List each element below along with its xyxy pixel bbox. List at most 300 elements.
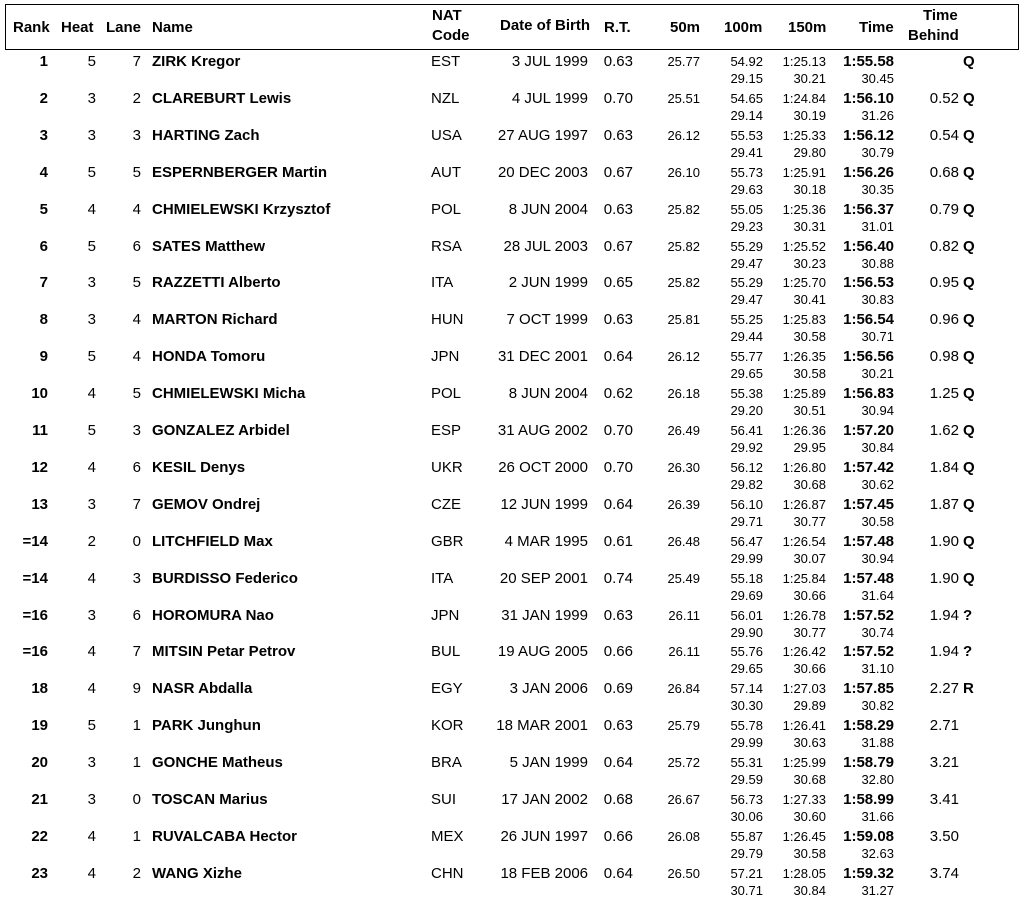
split-100m: 55.38 [730, 386, 763, 401]
split-100m: 56.10 [730, 497, 763, 512]
final-time: 1:57.48 [843, 533, 894, 550]
lap-100m: 29.15 [730, 71, 763, 86]
rank-cell: 23 [31, 865, 48, 882]
split-100m: 56.41 [730, 423, 763, 438]
split-50m: 25.82 [667, 202, 700, 217]
time-behind: 1.84 [929, 459, 959, 476]
split-150m: 1:26.54 [782, 534, 826, 549]
rank-cell: 12 [31, 459, 48, 476]
swimmer-name: NASR Abdalla [152, 680, 253, 697]
date-of-birth: 8 JUN 2004 [508, 385, 588, 402]
qualification-mark: R [963, 680, 974, 697]
final-time: 1:57.45 [843, 496, 894, 513]
swimmer-name: WANG Xizhe [152, 865, 243, 882]
final-time: 1:59.32 [843, 865, 894, 882]
header-rt: R.T. [604, 19, 631, 36]
qualification-mark: Q [963, 311, 975, 328]
date-of-birth: 26 OCT 2000 [498, 459, 588, 476]
lap-150m: 30.21 [793, 71, 826, 86]
rank-cell: 11 [32, 422, 48, 439]
split-100m: 55.25 [730, 312, 763, 327]
nat-code: KOR [431, 717, 464, 734]
qualification-mark: ? [963, 607, 973, 624]
split-50m: 25.79 [667, 718, 700, 733]
split-100m: 55.05 [730, 202, 763, 217]
heat-cell: 4 [87, 643, 96, 660]
lane-cell: 7 [132, 496, 141, 513]
table-row [0, 419, 1024, 456]
date-of-birth: 26 JUN 1997 [500, 828, 588, 845]
final-time: 1:57.52 [843, 643, 894, 660]
split-50m: 26.11 [668, 608, 700, 623]
swimmer-name: ESPERNBERGER Martin [152, 164, 328, 181]
date-of-birth: 8 JUN 2004 [508, 201, 588, 218]
reaction-time: 0.74 [603, 570, 633, 587]
rank-cell: 4 [39, 164, 48, 181]
lane-cell: 9 [132, 680, 141, 697]
lap-100m: 29.47 [730, 256, 763, 271]
nat-code: JPN [431, 348, 460, 365]
heat-cell: 5 [87, 53, 96, 70]
final-time: 1:57.52 [843, 607, 894, 624]
final-time: 1:56.37 [843, 201, 894, 218]
nat-code: SUI [431, 791, 457, 808]
lap-150m: 30.77 [793, 625, 826, 640]
reaction-time: 0.70 [603, 422, 633, 439]
split-100m: 54.92 [730, 54, 763, 69]
nat-code: JPN [431, 607, 460, 624]
rank-cell: =16 [22, 643, 48, 660]
qualification-mark: Q [963, 385, 975, 402]
lane-cell: 7 [132, 643, 141, 660]
table-row [0, 456, 1024, 493]
lap-final: 32.63 [861, 846, 894, 861]
date-of-birth: 4 JUL 1999 [511, 90, 588, 107]
lap-final: 30.82 [861, 698, 894, 713]
lane-cell: 2 [132, 90, 141, 107]
swimmer-name: GONZALEZ Arbidel [152, 422, 290, 439]
header-lane: Lane [106, 19, 142, 36]
swimmer-name: PARK Junghun [152, 717, 261, 734]
header-behind-line1: Time [923, 7, 958, 24]
lap-150m: 30.58 [793, 366, 826, 381]
split-150m: 1:24.84 [782, 91, 826, 106]
swimmer-name: GEMOV Ondrej [152, 496, 261, 513]
rank-cell: 13 [31, 496, 48, 513]
lap-150m: 30.66 [793, 661, 826, 676]
qualification-mark: Q [963, 238, 975, 255]
final-time: 1:57.48 [843, 570, 894, 587]
lap-final: 30.79 [861, 145, 894, 160]
split-50m: 25.51 [667, 91, 700, 106]
heat-cell: 5 [87, 238, 96, 255]
reaction-time: 0.68 [603, 791, 633, 808]
split-50m: 25.81 [667, 312, 700, 327]
heat-cell: 3 [87, 127, 96, 144]
reaction-time: 0.66 [603, 643, 633, 660]
split-150m: 1:25.99 [782, 755, 826, 770]
final-time: 1:58.29 [843, 717, 894, 734]
heat-cell: 3 [87, 90, 96, 107]
lap-100m: 29.82 [730, 477, 763, 492]
heat-cell: 4 [87, 385, 96, 402]
heat-cell: 5 [87, 422, 96, 439]
reaction-time: 0.63 [603, 201, 633, 218]
date-of-birth: 18 FEB 2006 [500, 865, 588, 882]
lap-150m: 30.18 [793, 182, 826, 197]
lane-cell: 4 [132, 201, 141, 218]
split-50m: 26.11 [668, 644, 700, 659]
lap-final: 32.80 [861, 772, 894, 787]
reaction-time: 0.67 [603, 238, 633, 255]
time-behind: 1.87 [929, 496, 959, 513]
nat-code: CHN [431, 865, 464, 882]
lap-100m: 29.99 [730, 735, 763, 750]
swimmer-name: CHMIELEWSKI Krzysztof [152, 201, 331, 218]
date-of-birth: 27 AUG 1997 [497, 127, 588, 144]
reaction-time: 0.64 [603, 348, 633, 365]
time-behind: 1.25 [929, 385, 959, 402]
time-behind: 1.90 [929, 533, 959, 550]
nat-code: ITA [431, 274, 454, 291]
lane-cell: 4 [132, 348, 141, 365]
results-table-header [5, 4, 1019, 50]
split-150m: 1:25.83 [782, 312, 826, 327]
split-50m: 26.30 [667, 460, 700, 475]
split-50m: 26.50 [667, 866, 700, 881]
heat-cell: 4 [87, 865, 96, 882]
lap-150m: 30.77 [793, 514, 826, 529]
swimmer-name: RUVALCABA Hector [152, 828, 298, 845]
date-of-birth: 20 DEC 2003 [497, 164, 588, 181]
time-behind: 3.41 [929, 791, 959, 808]
heat-cell: 3 [87, 274, 96, 291]
split-100m: 57.14 [730, 681, 763, 696]
nat-code: RSA [431, 238, 462, 255]
header-nat-line2: Code [432, 27, 470, 44]
lap-final: 30.71 [861, 329, 894, 344]
qualification-mark: Q [963, 459, 975, 476]
lane-cell: 6 [132, 459, 141, 476]
split-50m: 26.12 [667, 349, 700, 364]
nat-code: USA [431, 127, 462, 144]
rank-cell: 6 [39, 238, 48, 255]
lap-100m: 29.90 [730, 625, 763, 640]
lap-150m: 30.60 [793, 809, 826, 824]
split-100m: 55.73 [730, 165, 763, 180]
reaction-time: 0.66 [603, 828, 633, 845]
lap-150m: 30.58 [793, 329, 826, 344]
table-row [0, 825, 1024, 862]
rank-cell: =14 [22, 570, 48, 587]
qualification-mark: Q [963, 570, 975, 587]
swimmer-name: GONCHE Matheus [152, 754, 283, 771]
nat-code: AUT [431, 164, 461, 181]
swimmer-name: CLAREBURT Lewis [152, 90, 292, 107]
date-of-birth: 2 JUN 1999 [508, 274, 588, 291]
swimmer-name: KESIL Denys [152, 459, 246, 476]
lap-100m: 29.14 [730, 108, 763, 123]
reaction-time: 0.64 [603, 865, 633, 882]
lane-cell: 1 [132, 828, 141, 845]
lap-final: 30.94 [861, 551, 894, 566]
split-150m: 1:25.70 [782, 275, 826, 290]
final-time: 1:55.58 [843, 53, 894, 70]
heat-cell: 3 [87, 607, 96, 624]
lap-150m: 30.63 [793, 735, 826, 750]
table-row [0, 714, 1024, 751]
split-50m: 26.08 [667, 829, 700, 844]
nat-code: ESP [431, 422, 462, 439]
final-time: 1:57.85 [843, 680, 894, 697]
time-behind: 0.52 [929, 90, 959, 107]
lap-100m: 29.65 [730, 661, 763, 676]
final-time: 1:58.79 [843, 754, 894, 771]
lap-final: 31.27 [861, 883, 894, 898]
nat-code: POL [431, 385, 462, 402]
reaction-time: 0.70 [603, 90, 633, 107]
header-dob: Date of Birth [500, 17, 590, 34]
table-row [0, 567, 1024, 604]
heat-cell: 2 [87, 533, 96, 550]
date-of-birth: 31 DEC 2001 [497, 348, 588, 365]
rank-cell: 1 [39, 53, 48, 70]
split-100m: 56.12 [730, 460, 763, 475]
final-time: 1:56.53 [843, 274, 894, 291]
heat-cell: 4 [87, 201, 96, 218]
lane-cell: 4 [132, 311, 141, 328]
split-150m: 1:26.41 [782, 718, 826, 733]
lap-150m: 30.84 [793, 883, 826, 898]
split-150m: 1:26.45 [782, 829, 826, 844]
split-100m: 55.78 [730, 718, 763, 733]
lap-final: 30.74 [861, 625, 894, 640]
split-150m: 1:25.52 [782, 239, 826, 254]
split-50m: 26.67 [667, 792, 700, 807]
nat-code: BRA [431, 754, 462, 771]
split-50m: 25.82 [667, 275, 700, 290]
heat-cell: 3 [87, 496, 96, 513]
lap-final: 30.94 [861, 403, 894, 418]
lap-150m: 30.68 [793, 477, 826, 492]
lap-final: 30.21 [861, 366, 894, 381]
table-row [0, 788, 1024, 825]
nat-code: MEX [431, 828, 464, 845]
header-rank: Rank [13, 19, 50, 36]
split-50m: 25.77 [667, 54, 700, 69]
lap-100m: 30.06 [730, 809, 763, 824]
qualification-mark: Q [963, 422, 975, 439]
lane-cell: 3 [132, 422, 141, 439]
lap-150m: 29.89 [793, 698, 826, 713]
time-behind: 0.54 [929, 127, 959, 144]
lap-150m: 30.68 [793, 772, 826, 787]
rank-cell: 3 [39, 127, 48, 144]
header-150m: 150m [788, 19, 827, 36]
swimmer-name: MARTON Richard [152, 311, 278, 328]
lap-100m: 29.59 [730, 772, 763, 787]
swimmer-name: ZIRK Kregor [152, 53, 241, 70]
date-of-birth: 3 JUL 1999 [511, 53, 588, 70]
qualification-mark: Q [963, 348, 975, 365]
split-100m: 56.73 [730, 792, 763, 807]
nat-code: ITA [431, 570, 454, 587]
reaction-time: 0.65 [603, 274, 633, 291]
nat-code: CZE [431, 496, 461, 513]
lap-150m: 30.58 [793, 846, 826, 861]
table-row [0, 751, 1024, 788]
final-time: 1:56.12 [843, 127, 894, 144]
heat-cell: 4 [87, 680, 96, 697]
table-row [0, 161, 1024, 198]
header-behind-line2: Behind [908, 27, 959, 44]
split-150m: 1:25.84 [782, 571, 826, 586]
heat-cell: 5 [87, 348, 96, 365]
lap-150m: 30.07 [793, 551, 826, 566]
split-100m: 55.87 [730, 829, 763, 844]
split-150m: 1:26.78 [782, 608, 826, 623]
nat-code: POL [431, 201, 462, 218]
lap-150m: 30.51 [793, 403, 826, 418]
final-time: 1:56.56 [843, 348, 894, 365]
rank-cell: 18 [31, 680, 48, 697]
nat-code: HUN [431, 311, 464, 328]
swimmer-name: HARTING Zach [152, 127, 260, 144]
time-behind: 1.62 [929, 422, 959, 439]
table-row [0, 198, 1024, 235]
reaction-time: 0.70 [603, 459, 633, 476]
date-of-birth: 12 JUN 1999 [500, 496, 588, 513]
rank-cell: =16 [22, 607, 48, 624]
split-150m: 1:28.05 [782, 866, 826, 881]
lap-final: 30.58 [861, 514, 894, 529]
rank-cell: 8 [39, 311, 48, 328]
rank-cell: 19 [31, 717, 48, 734]
split-50m: 26.49 [667, 423, 700, 438]
qualification-mark: Q [963, 90, 975, 107]
time-behind: 2.27 [929, 680, 959, 697]
lap-150m: 30.31 [793, 219, 826, 234]
split-50m: 25.82 [667, 239, 700, 254]
rank-cell: 10 [31, 385, 48, 402]
nat-code: GBR [431, 533, 464, 550]
reaction-time: 0.63 [603, 717, 633, 734]
swimmer-name: BURDISSO Federico [152, 570, 298, 587]
reaction-time: 0.69 [603, 680, 633, 697]
table-row [0, 530, 1024, 567]
lap-100m: 29.41 [730, 145, 763, 160]
lane-cell: 7 [132, 53, 141, 70]
lap-100m: 29.20 [730, 403, 763, 418]
split-150m: 1:26.87 [782, 497, 826, 512]
lane-cell: 5 [132, 164, 141, 181]
rank-cell: 9 [39, 348, 48, 365]
split-150m: 1:25.91 [782, 165, 826, 180]
table-row [0, 87, 1024, 124]
split-100m: 55.29 [730, 275, 763, 290]
lap-150m: 30.41 [793, 292, 826, 307]
table-row [0, 862, 1024, 899]
lap-100m: 29.23 [730, 219, 763, 234]
final-time: 1:56.40 [843, 238, 894, 255]
date-of-birth: 5 JAN 1999 [509, 754, 588, 771]
final-time: 1:57.42 [843, 459, 894, 476]
split-100m: 55.29 [730, 239, 763, 254]
split-100m: 57.21 [730, 866, 763, 881]
heat-cell: 4 [87, 570, 96, 587]
reaction-time: 0.61 [603, 533, 633, 550]
final-time: 1:56.83 [843, 385, 894, 402]
split-150m: 1:25.13 [782, 54, 826, 69]
lane-cell: 0 [132, 533, 141, 550]
table-row [0, 308, 1024, 345]
lap-final: 30.83 [861, 292, 894, 307]
table-row [0, 493, 1024, 530]
lap-150m: 29.95 [793, 440, 826, 455]
time-behind: 0.82 [929, 238, 959, 255]
lane-cell: 1 [132, 717, 141, 734]
lap-100m: 29.69 [730, 588, 763, 603]
table-row [0, 50, 1024, 87]
split-50m: 26.48 [667, 534, 700, 549]
reaction-time: 0.67 [603, 164, 633, 181]
split-150m: 1:25.36 [782, 202, 826, 217]
reaction-time: 0.64 [603, 754, 633, 771]
time-behind: 3.50 [929, 828, 959, 845]
lane-cell: 1 [132, 754, 141, 771]
reaction-time: 0.63 [603, 127, 633, 144]
qualification-mark: Q [963, 164, 975, 181]
lane-cell: 3 [132, 127, 141, 144]
split-50m: 26.10 [667, 165, 700, 180]
split-100m: 54.65 [730, 91, 763, 106]
header-name: Name [152, 19, 193, 36]
table-row [0, 382, 1024, 419]
heat-cell: 4 [87, 459, 96, 476]
swimmer-name: TOSCAN Marius [152, 791, 268, 808]
table-row [0, 124, 1024, 161]
lap-final: 31.64 [861, 588, 894, 603]
lap-final: 31.26 [861, 108, 894, 123]
reaction-time: 0.62 [603, 385, 633, 402]
time-behind: 2.71 [929, 717, 959, 734]
qualification-mark: Q [963, 496, 975, 513]
split-50m: 26.39 [667, 497, 700, 512]
time-behind: 1.94 [929, 643, 959, 660]
rank-cell: 20 [31, 754, 48, 771]
split-100m: 55.31 [730, 755, 763, 770]
split-100m: 55.77 [730, 349, 763, 364]
header-heat: Heat [61, 19, 94, 36]
swimmer-name: LITCHFIELD Max [152, 533, 273, 550]
date-of-birth: 18 MAR 2001 [496, 717, 588, 734]
time-behind: 3.74 [929, 865, 959, 882]
qualification-mark: Q [963, 274, 975, 291]
heat-cell: 3 [87, 311, 96, 328]
split-150m: 1:27.33 [782, 792, 826, 807]
table-row [0, 345, 1024, 382]
final-time: 1:56.26 [843, 164, 894, 181]
lane-cell: 2 [132, 865, 141, 882]
split-100m: 55.53 [730, 128, 763, 143]
time-behind: 1.94 [929, 607, 959, 624]
lap-150m: 30.23 [793, 256, 826, 271]
qualification-mark: Q [963, 53, 975, 70]
time-behind: 0.96 [929, 311, 959, 328]
qualification-mark: Q [963, 533, 975, 550]
rank-cell: 2 [39, 90, 48, 107]
split-150m: 1:26.42 [782, 644, 826, 659]
